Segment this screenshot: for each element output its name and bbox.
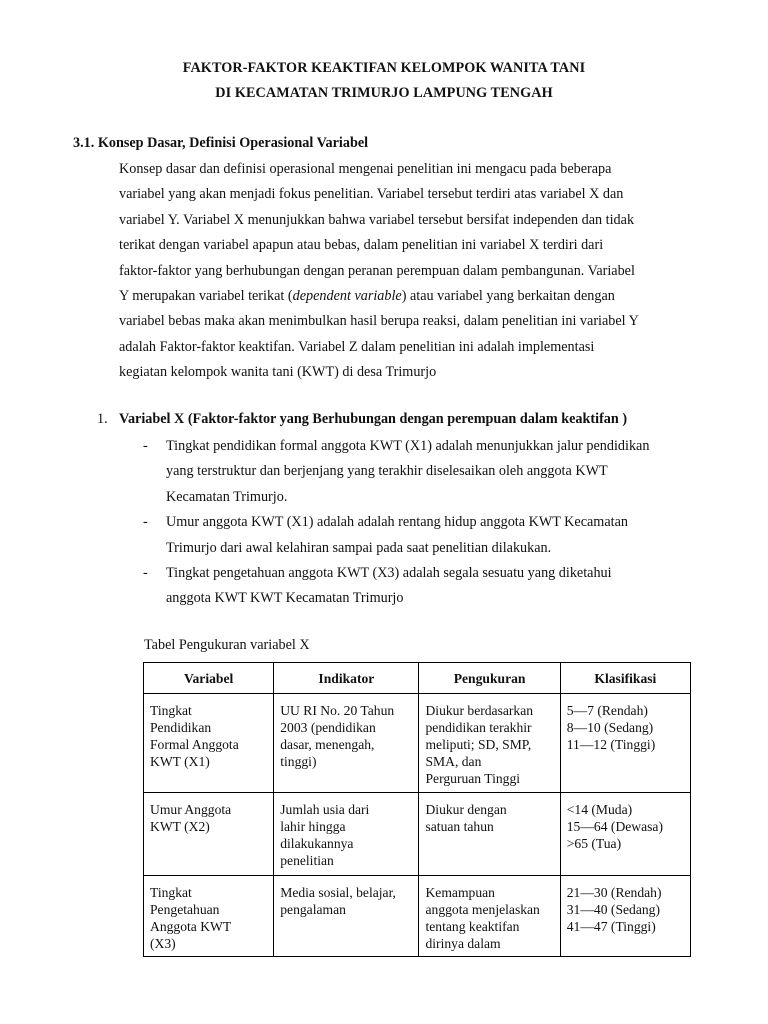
paragraph-line: Konsep dasar dan definisi operasional mengenai penelitian ini mengacu pada beberapa	[119, 161, 612, 177]
cell-line: Diukur dengan	[425, 802, 507, 817]
table-row	[144, 876, 691, 957]
cell-line: Umur Anggota	[150, 802, 232, 817]
cell-line: Perguruan Tinggi	[425, 771, 521, 786]
column-header-klasifikasi: Klasifikasi	[560, 663, 690, 694]
bullet-item	[141, 434, 701, 510]
paragraph-line: variabel bebas maka akan menimbulkan hasil berupa reaksi, dalam penelitian ini variabel Y	[119, 313, 639, 330]
cell-line: 15—64 (Dewasa)	[566, 819, 663, 834]
cell-line: dirinya dalam	[425, 936, 501, 951]
cell-line: Kemampuan	[425, 885, 495, 900]
cell-line: Tingkat	[150, 885, 192, 900]
cell-line: Media sosial, belajar,	[280, 885, 396, 900]
paragraph-line: terikat dengan variabel apapun atau bebas, dalam penelitian ini variabel X terdiri dari	[119, 237, 604, 254]
cell-line: 11—12 (Tinggi)	[566, 737, 656, 752]
column-header-variabel: Variabel	[144, 663, 274, 694]
bullet-line: Trimurjo dari awal kelahiran sampai pada saat penelitian dilakukan.	[166, 539, 552, 556]
bullet-line: Kecamatan Trimurjo.	[166, 488, 288, 505]
variable-x-bullet-list	[141, 434, 701, 612]
paragraph-line: faktor-faktor yang berhubungan dengan peranan perempuan dalam pembangunan. Variabel	[119, 262, 635, 279]
cell-line: penelitian	[280, 853, 334, 868]
paragraph-text: ) atau variabel yang berkaitan dengan	[401, 288, 615, 305]
table-caption: Tabel Pengukuran variabel X	[144, 637, 310, 653]
cell-line: 41—47 (Tinggi)	[566, 919, 656, 934]
table-cell-klasifikasi	[560, 793, 690, 876]
cell-line: tinggi)	[280, 754, 317, 769]
table-cell-variabel	[144, 793, 274, 876]
table-row	[144, 793, 691, 876]
cell-line: (X3)	[150, 936, 176, 951]
cell-line: Pendidikan	[150, 720, 212, 735]
column-header-pengukuran: Pengukuran	[419, 663, 560, 694]
bullet-item	[141, 561, 701, 612]
cell-line: 8—10 (Sedang)	[566, 720, 654, 735]
paragraph-line: kegiatan kelompok wanita tani (KWT) di desa Trimurjo	[119, 364, 437, 381]
cell-line: 2003 (pendidikan	[280, 720, 376, 735]
bullet-line: yang terstruktur dan berjenjang yang terakhir diselesaikan oleh anggota KWT	[166, 463, 608, 480]
table-row	[144, 694, 691, 793]
paragraph-line: adalah Faktor-faktor keaktifan. Variabel Z dalam penelitian ini adalah implementasi	[119, 338, 595, 355]
italic-term: dependent variable	[292, 288, 402, 305]
measurement-table	[143, 662, 691, 957]
table-cell-klasifikasi	[560, 876, 690, 957]
cell-line: 21—30 (Rendah)	[566, 885, 662, 900]
bullet-line: anggota KWT KWT Kecamatan Trimurjo	[166, 590, 404, 607]
cell-line: meliputi; SD, SMP,	[425, 737, 532, 752]
paragraph-line: variabel Y. Variabel X menunjukkan bahwa variabel tersebut bersifat independen dan tidak	[119, 211, 635, 228]
bullet-dash: -	[143, 565, 148, 582]
cell-line: anggota menjelaskan	[425, 902, 540, 917]
cell-line: KWT (X1)	[150, 754, 210, 769]
table-cell-indikator	[274, 694, 419, 793]
cell-line: Tingkat	[150, 703, 192, 718]
cell-line: tentang keaktifan	[425, 919, 520, 934]
cell-line: 31—40 (Sedang)	[566, 902, 660, 917]
cell-line: Diukur berdasarkan	[425, 703, 534, 718]
cell-line: pengalaman	[280, 902, 346, 917]
cell-line: SMA, dan	[425, 754, 482, 769]
concept-paragraph	[119, 157, 699, 386]
cell-line: pendidikan terakhir	[425, 720, 532, 735]
cell-line: <14 (Muda)	[566, 802, 633, 817]
bullet-item	[141, 510, 701, 561]
list-number: 1.	[97, 411, 108, 427]
column-header-indikator: Indikator	[274, 663, 419, 694]
cell-line: KWT (X2)	[150, 819, 210, 834]
paragraph-line: variabel yang akan menjadi fokus penelitian. Variabel tersebut terdiri atas variabel X dan	[119, 186, 624, 203]
document-title-line-1: FAKTOR-FAKTOR KEAKTIFAN KELOMPOK WANITA TANI	[182, 60, 586, 76]
bullet-line: Tingkat pendidikan formal anggota KWT (X1) adalah menunjukkan jalur pendidikan	[166, 438, 650, 454]
cell-line: Formal Anggota	[150, 737, 239, 752]
paragraph-line-mixed	[119, 284, 699, 309]
variable-x-heading: Variabel X (Faktor-faktor yang Berhubungan dengan perempuan dalam keaktifan )	[119, 411, 628, 427]
cell-line: Pengetahuan	[150, 902, 220, 917]
section-heading: 3.1. Konsep Dasar, Definisi Operasional Variabel	[73, 135, 369, 151]
bullet-dash: -	[143, 514, 148, 531]
cell-line: 5—7 (Rendah)	[566, 703, 648, 718]
document-title-line-2: DI KECAMATAN TRIMURJO LAMPUNG TENGAH	[215, 85, 553, 101]
bullet-line: Tingkat pengetahuan anggota KWT (X3) adalah segala sesuatu yang diketahui	[166, 565, 612, 582]
table-cell-klasifikasi	[560, 694, 690, 793]
table-cell-pengukuran	[419, 876, 560, 957]
table-header-row	[144, 663, 691, 694]
table-cell-pengukuran	[419, 694, 560, 793]
table-cell-indikator	[274, 876, 419, 957]
cell-line: Anggota KWT	[150, 919, 232, 934]
paragraph-text: Y merupakan variabel terikat (	[119, 288, 293, 305]
cell-line: UU RI No. 20 Tahun	[280, 703, 395, 718]
cell-line: dilakukannya	[280, 836, 354, 851]
cell-line: >65 (Tua)	[566, 836, 622, 851]
bullet-line: Umur anggota KWT (X1) adalah adalah rentang hidup anggota KWT Kecamatan	[166, 514, 628, 531]
cell-line: satuan tahun	[425, 819, 494, 834]
bullet-dash: -	[143, 438, 148, 454]
table-cell-variabel	[144, 694, 274, 793]
table-cell-variabel	[144, 876, 274, 957]
cell-line: dasar, menengah,	[280, 737, 375, 752]
table-cell-indikator	[274, 793, 419, 876]
cell-line: Jumlah usia dari	[280, 802, 370, 817]
cell-line: lahir hingga	[280, 819, 346, 834]
table-cell-pengukuran	[419, 793, 560, 876]
